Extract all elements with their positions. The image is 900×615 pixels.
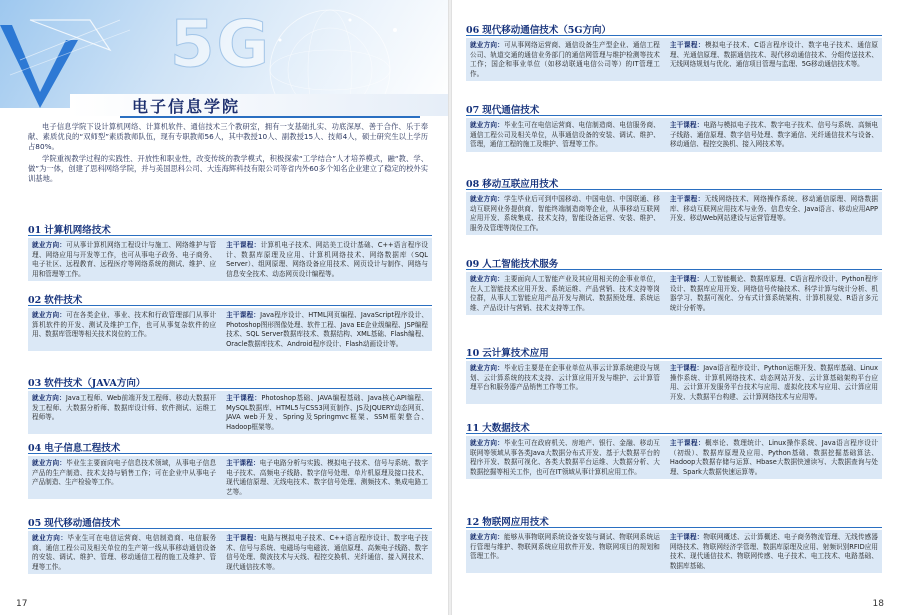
courses-label: 主干课程： bbox=[226, 241, 261, 249]
core-courses bbox=[222, 241, 428, 279]
section-number: 05 bbox=[28, 518, 42, 529]
core-courses bbox=[222, 459, 428, 497]
section-heading bbox=[466, 514, 882, 528]
section-heading bbox=[466, 22, 882, 36]
courses-text: 概率论、数理统计、Linux操作系统、Java语言程序设计（初级）、数据库原理及应用、Python基础、数据挖掘基础算法、Hadoop大数据存储与运算、Hbase大数据快速读写、大数据查询与处理、Spark大数据快速运算等。 bbox=[669, 439, 878, 476]
career-text: 毕业后主要是在企事业单位从事云计算系统建设与规划、云计算系统的技术支持、云计算应用开发与维护、云计算管理平台和服务器产品销售工作等工作。 bbox=[470, 364, 660, 392]
courses-label: 主干课程： bbox=[226, 311, 261, 319]
career-label: 就业方向： bbox=[470, 439, 504, 447]
page-number: 18 bbox=[872, 599, 884, 609]
section-body bbox=[466, 436, 882, 479]
core-courses bbox=[222, 394, 428, 432]
section-body bbox=[466, 118, 882, 152]
career-label: 就业方向： bbox=[32, 534, 68, 542]
section-computer-network bbox=[28, 222, 432, 281]
section-title: 物联网应用技术 bbox=[482, 517, 549, 528]
courses-text: 模拟电子技术、C语言程序设计、数字电子技术、通信原理、光通信原理、数据通信技术、现代移动通信技术、分组传送技术、无线网络规划与优化、通信项目管理与监理、5G移动通信技术等。 bbox=[669, 41, 878, 69]
section-body bbox=[466, 530, 882, 573]
courses-label: 主干课程： bbox=[669, 533, 704, 541]
section-iot bbox=[466, 514, 882, 573]
section-mobile-comm bbox=[28, 515, 432, 574]
section-number: 12 bbox=[466, 517, 480, 528]
section-heading bbox=[28, 515, 432, 529]
courses-text: Java语言程序设计、Python运维开发、数据库基础、Linux操作系统、计算机网络技术、动态网站开发、云计算基础架构平台应用、云计算开发服务平台技术与应用、虚拟化技术与应用、云计算应用开发、大数据平台构建、云计算网络技术与应用等。 bbox=[669, 364, 878, 401]
section-title: 计算机网络技术 bbox=[44, 225, 111, 236]
career-label: 就业方向： bbox=[470, 364, 504, 372]
section-number: 06 bbox=[466, 25, 480, 36]
courses-label: 主干课程： bbox=[669, 41, 705, 49]
intro-paragraph: 电子信息学院下设计算机网络、计算机软件、通信技术三个教研室，拥有一支基础扎实、功底深厚、善于合作、乐于奉献、素质优良的“双师型”素质教师队伍，现有专职教师56人，其中教授10人、副教授15人、技师4人，硕士研究生以上学历占80%。 bbox=[28, 122, 428, 152]
courses-text: 人工智能概论、数据库原理、C语言程序设计、Python程序设计、数据库应用开发、网络信号传输技术、科学计算与统计分析、机器学习、数据可视化、分布式计算系统架构、计算机视觉、R语言多元统计分析等。 bbox=[669, 275, 878, 312]
career-label: 就业方向： bbox=[32, 459, 67, 467]
core-courses bbox=[222, 534, 428, 572]
courses-text: 计算机电子技术、网站美工设计基础、C++语言程序设计、数据库原理及应用、计算机网络技术、网络数据库（SQL Server）、组网原理、网络设备应用技术、网页设计与制作、网络与信息安全技术、动态网页设计编程等。 bbox=[226, 241, 428, 278]
section-number: 02 bbox=[28, 295, 42, 306]
section-body bbox=[28, 531, 432, 574]
career-direction bbox=[470, 275, 666, 313]
section-heading bbox=[28, 440, 432, 454]
career-text: 能够从事物联网系统设备安装与调试、物联网系统运行管理与维护、物联网系统应用软件开发、物联网项目的规划和管理工作。 bbox=[470, 533, 660, 561]
core-courses bbox=[666, 121, 878, 150]
courses-text: 物联网概述、云计算概述、电子商务物流管理、无线传感器网络技术、物联网经济学管理、数据库原理及应用、射频识别RFID应用技术、现代通信技术、物联网传感、电子技术、电工技术、电路基础、数据库基础、 bbox=[669, 533, 878, 570]
courses-label: 主干课程： bbox=[226, 534, 261, 542]
career-text: 毕业生可在政府机关、房地产、银行、金融、移动互联网等领域从事各类Java大数据分布式开发、基于大数据平台的程序开发、数据可视化、各类大数据平台运维、大数据分析、大数据挖掘等相关工作，也可在IT领域从事计算机应用工作。 bbox=[470, 439, 660, 476]
section-heading bbox=[466, 420, 882, 434]
title-bar bbox=[70, 94, 448, 116]
career-direction bbox=[470, 195, 666, 233]
section-electronic-info bbox=[28, 440, 432, 499]
core-courses bbox=[666, 364, 878, 402]
section-heading bbox=[28, 375, 432, 389]
section-number: 01 bbox=[28, 225, 42, 236]
core-courses bbox=[666, 195, 878, 233]
page-number: 17 bbox=[16, 599, 28, 609]
intro-paragraph: 学院重视教学过程的实践性、开放性和职业性，改变传统的教学模式，积极探索“工学结合”人才培养模式，融“教、学、做”为一体，创建了思科网络学院，并与美国思科公司、大连海辉科技有限公司等省内外60多个知名企业建立了稳定的校外实训基地。 bbox=[28, 153, 428, 184]
section-heading bbox=[466, 176, 882, 190]
intro-text bbox=[28, 122, 428, 185]
career-text: 主要面向人工智能产业及其应用相关的企事业单位，在人工智能技术应用开发、系统运维、产品营销、技术支持等岗位群，从事人工智能应用产品开发与测试、数据预处理、系统运维、产品设计与营销、技术支持等工作。 bbox=[470, 275, 660, 312]
courses-label: 主干课程： bbox=[669, 275, 704, 283]
section-title: 软件技术（JAVA方向） bbox=[44, 378, 146, 389]
career-text: 可从事网络运营商、通信设备生产型企业、通信工程公司、轨道交通的通信业务部门的通信网管理与维护检测等技术工作；国企和事业单位（如移动联通电信公司等）的IT管理工作。 bbox=[470, 41, 660, 78]
section-body bbox=[466, 38, 882, 81]
section-body bbox=[28, 391, 432, 434]
career-direction bbox=[470, 364, 666, 402]
career-direction bbox=[470, 439, 666, 477]
section-title: 移动互联应用技术 bbox=[482, 179, 559, 190]
section-title: 云计算技术应用 bbox=[482, 348, 549, 359]
section-number: 08 bbox=[466, 179, 480, 190]
section-number: 10 bbox=[466, 348, 480, 359]
section-cloud bbox=[466, 345, 882, 404]
section-heading bbox=[466, 102, 882, 116]
career-label: 就业方向： bbox=[470, 41, 504, 49]
courses-text: 无线网络技术、网络操作系统、移动通信原理、网络数据库、移动互联网应用技术与业务、信息安全、Java语言、移动应用APP开发、移动Web网站建设与运营管理等。 bbox=[669, 195, 878, 223]
courses-label: 主干课程： bbox=[669, 195, 705, 203]
section-5g bbox=[466, 22, 882, 81]
career-text: 毕业生主要面向电子信息技术领域，从事电子信息产品的生产制造、技术支持与销售工作；可在企业中从事电子产品制造、生产检验等工作。 bbox=[32, 459, 217, 487]
section-title: 电子信息工程技术 bbox=[44, 443, 121, 454]
section-title: 大数据技术 bbox=[482, 423, 530, 434]
section-ai bbox=[466, 256, 882, 315]
courses-label: 主干课程： bbox=[226, 394, 262, 402]
section-number: 09 bbox=[466, 259, 480, 270]
courses-label: 主干课程： bbox=[669, 121, 704, 129]
career-text: 毕业生可在电信运营商、电信制造商、电信服务商、通信工程公司及相关单位，从事通信设备的安装、调试、维护、管理，通信工程的施工及维护、管理等工作。 bbox=[470, 121, 660, 149]
section-mobile-internet bbox=[466, 176, 882, 235]
career-direction bbox=[32, 311, 222, 349]
career-label: 就业方向： bbox=[32, 311, 67, 319]
career-text: 可在各类企业、事业、技术和行政管理部门从事计算机软件的开发、测试及维护工作，也可从事复杂软件的应用、数据库管理等相关技术岗位的工作。 bbox=[32, 311, 217, 339]
career-direction bbox=[32, 459, 222, 497]
section-body bbox=[28, 456, 432, 499]
section-body bbox=[466, 192, 882, 235]
hero-graphic bbox=[0, 0, 448, 108]
courses-text: 电路与模拟电子技术、数字电子技术、信号与系统、高频电子线路、通信原理、数字信号处理、数字通信、光纤通信技术与设备、移动通信、程控交换机、接入网技术等。 bbox=[669, 121, 878, 149]
section-heading bbox=[28, 222, 432, 236]
courses-label: 主干课程： bbox=[226, 459, 260, 467]
section-title: 现代通信技术 bbox=[482, 105, 540, 116]
career-direction bbox=[32, 241, 222, 279]
core-courses bbox=[222, 311, 428, 349]
career-label: 就业方向： bbox=[470, 121, 504, 129]
section-body bbox=[466, 361, 882, 404]
career-text: 学生毕业后可到中国移动、中国电信、中国联通、移动互联网业务提供商、智能终端制造商等企业，从事移动互联网应用开发、系统集成、技术支持，智能设备运营、安装、维护、服务及管理等岗位工作。 bbox=[470, 195, 660, 232]
courses-label: 主干课程： bbox=[669, 439, 706, 447]
career-label: 就业方向： bbox=[470, 195, 504, 203]
section-body bbox=[28, 308, 432, 351]
section-heading bbox=[28, 292, 432, 306]
career-text: 可从事计算机网络工程设计与施工、网络维护与管理、网络应用与开发等工作，也可从事电子政务、电子商务、电子社区、远程教育、远程医疗等网络系统的测试、维护、应用和管理等工作。 bbox=[32, 241, 217, 278]
page-title: 电子信息学院 bbox=[132, 97, 241, 116]
courses-label: 主干课程： bbox=[669, 364, 704, 372]
title-rule bbox=[120, 116, 420, 118]
section-software-java bbox=[28, 375, 432, 434]
career-label: 就业方向： bbox=[32, 394, 66, 402]
courses-text: 电路与模拟电子技术、C++语言程序设计、数字电子技术、信号与系统、电磁场与电磁波、通信原理、高频电子线路、数字信号处理、微波技术与天线、程控交换机、光纤通信、接入网技术、现代通信技术等。 bbox=[226, 534, 428, 571]
section-modern-comm bbox=[466, 102, 882, 152]
section-body bbox=[466, 272, 882, 315]
courses-text: 电子电路分析与实践、模拟电子技术、信号与系统、数字电子技术、高频电子线路、数字信号处理、单片机原理及接口技术、现代通信原理、无线电技术、数字信号处理、测频技术、集成电路工艺等。 bbox=[226, 459, 428, 496]
section-number: 07 bbox=[466, 105, 480, 116]
left-page bbox=[0, 0, 448, 615]
career-direction bbox=[32, 394, 222, 432]
career-direction bbox=[470, 533, 666, 571]
section-heading bbox=[466, 256, 882, 270]
section-number: 03 bbox=[28, 378, 42, 389]
career-direction bbox=[470, 41, 666, 79]
section-number: 04 bbox=[28, 443, 42, 454]
section-number: 11 bbox=[466, 423, 480, 434]
career-label: 就业方向： bbox=[32, 241, 67, 249]
section-title: 人工智能技术服务 bbox=[482, 259, 559, 270]
courses-text: Java程序设计、HTML网页编程、JavaScript程序设计、Photoshop图形图像处理、软件工程、Java EE企业级编程、JSP编程技术、SQL Server数据库技术、数据结构、XML基础、Flash编程、Oracle数据库技术、Android程序设计、Flash动画设计等。 bbox=[226, 311, 428, 348]
hero-banner bbox=[0, 0, 448, 108]
career-text: 毕业生可在电信运营商、电信制造商、电信服务商、通信工程公司及相关单位的生产第一线从事移动通信设备的安装、调试、维护、管理、移动通信工程的施工及维护、管理等工作。 bbox=[32, 534, 217, 571]
career-direction bbox=[470, 121, 666, 150]
section-title: 现代移动通信技术（5G方向） bbox=[482, 25, 611, 36]
career-text: Java工程师、Web前端开发工程师、移动大数据开发工程师、大数据分析师、数据库设计师、软件测试、运维工程师等。 bbox=[32, 394, 217, 422]
section-title: 现代移动通信技术 bbox=[44, 518, 121, 529]
core-courses bbox=[666, 533, 878, 571]
section-body bbox=[28, 238, 432, 281]
career-label: 就业方向： bbox=[470, 275, 504, 283]
section-software bbox=[28, 292, 432, 351]
hero-5g-text: 5G bbox=[170, 8, 272, 82]
core-courses bbox=[666, 41, 878, 79]
core-courses bbox=[666, 275, 878, 313]
right-page bbox=[452, 0, 900, 615]
core-courses bbox=[666, 439, 878, 477]
career-direction bbox=[32, 534, 222, 572]
courses-text: Photoshop基础、JAVA编程基础、Java核心API编程、MySQL数据库、HTML5与CSS3网页制作、JS及JQUERY动态网页、JAVA web开发、Spring及Springmvc框架、SSM框架整合、Hadoop框架等。 bbox=[226, 394, 428, 431]
career-label: 就业方向： bbox=[470, 533, 504, 541]
section-big-data bbox=[466, 420, 882, 479]
section-title: 软件技术 bbox=[44, 295, 83, 306]
section-heading bbox=[466, 345, 882, 359]
